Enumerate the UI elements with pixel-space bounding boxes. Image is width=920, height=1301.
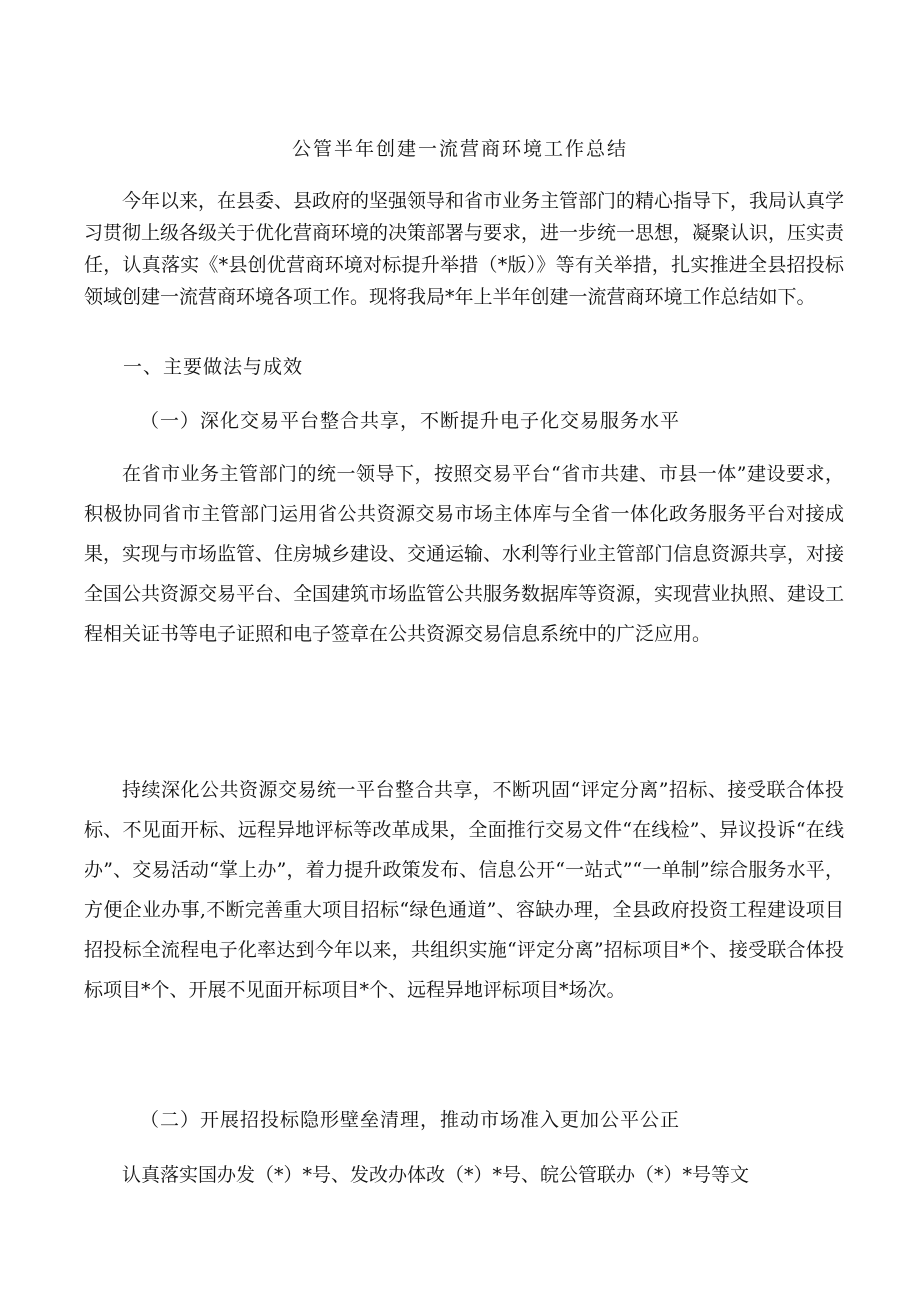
subsection-heading-barrier-cleanup: （二）开展招投标隐形壁垒清理，推动市场准入更加公平公正 (140, 1109, 681, 1131)
document-title: 公管半年创建一流营商环境工作总结 (291, 138, 628, 160)
paragraph-policy-implementation: 认真落实国办发（*）*号、发改办体改（*）*号、皖公管联办（*）*号等文 (122, 1164, 750, 1186)
intro-paragraph: 今年以来，在县委、县政府的坚强领导和省市业务主管部门的精心指导下，我局认真学习贯彻上级各级关于优化营商环境的决策部署与要求，进一步统一思想，凝聚认识，压实责任，认真落实《*县创优营商环境对标提升举措（*版）》等有关举措，扎实推进全县招投标领域创建一流营商环境各项工作。现将我局*年上半年创建一流营商环境工作总结如下。 (84, 190, 845, 308)
paragraph-platform-deepening: 持续深化公共资源交易统一平台整合共享，不断巩固“评定分离”招标、接受联合体投标、不见面开标、远程异地评标等改革成果，全面推行交易文件“在线检”、异议投诉“在线办”、交易活动“掌上办”，着力提升政策发布、信息公开“一站式”“一单制”综合服务水平，方便企业办事,不断完善重大项目招标“绿色通道”、容缺办理，全县政府投资工程建设项目招投标全流程电子化率达到今年以来，共组织实施“评定分离”招标项目*个、接受联合体投标项目*个、开展不见面开标项目*个、远程异地评标项目*场次。 (84, 779, 844, 1001)
subsection-heading-platform-integration: （一）深化交易平台整合共享，不断提升电子化交易服务水平 (140, 410, 681, 432)
paragraph-platform-cooperation: 在省市业务主管部门的统一领导下，按照交易平台“省市共建、市县一体”建设要求，积极协同省市主管部门运用省公共资源交易市场主体库与全省一体化政务服务平台对接成果，实现与市场监管、住房城乡建设、交通运输、水利等行业主管部门信息资源共享，对接全国公共资源交易平台、全国建筑市场监管公共服务数据库等资源，实现营业执照、建设工程相关证书等电子证照和电子签章在公共资源交易信息系统中的广泛应用。 (84, 463, 845, 645)
section-heading-main-measures: 一、主要做法与成效 (123, 356, 304, 378)
